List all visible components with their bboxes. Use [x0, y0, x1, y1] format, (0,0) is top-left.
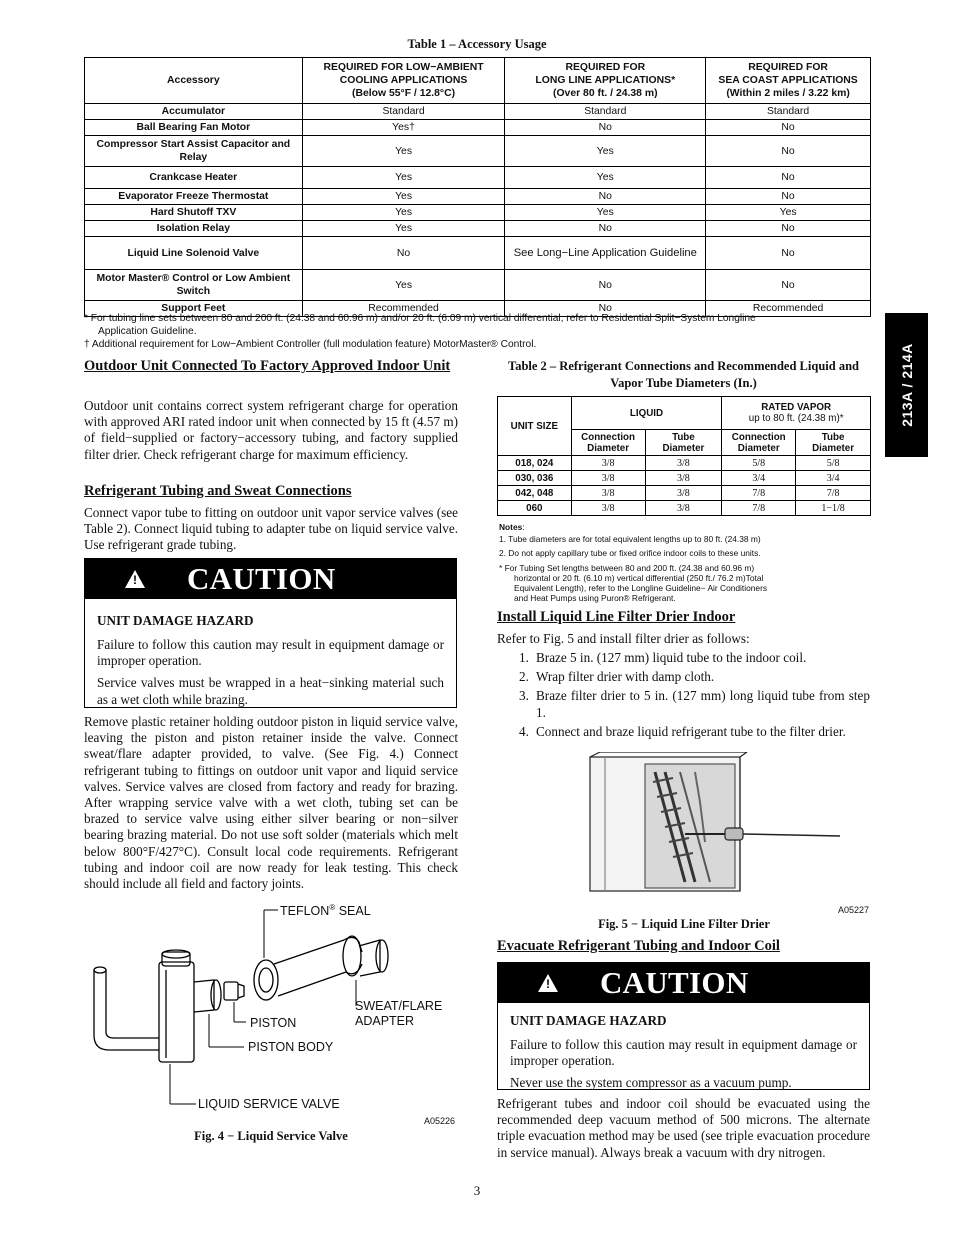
table-cell: No — [706, 270, 871, 301]
table-cell: Yes — [302, 270, 505, 301]
table-cell: 7/8 — [796, 486, 871, 501]
table-row — [85, 221, 871, 237]
list-item: 2. Wrap filter drier with damp cloth. — [519, 669, 715, 685]
row-label: Evaporator Freeze Thermostat — [85, 189, 303, 205]
table-cell: No — [706, 120, 871, 136]
callout-sweat-flare-adapter: SWEAT/FLARE ADAPTER — [355, 999, 443, 1028]
paragraph-refrigerant-tubing: Connect vapor tube to fitting on outdoor unit vapor service valves (see Table 2). Connect liquid tubing to adapter tube on liquid service valve. Use refrigerant grade tubing. — [84, 505, 458, 553]
section-heading-refrigerant-tubing: Refrigerant Tubing and Sweat Connections — [84, 483, 352, 499]
table-row — [498, 486, 871, 501]
table-cell: See Long−Line Application Guideline — [505, 237, 706, 270]
table-cell: Yes — [302, 221, 505, 237]
table1-footnote-asterisk: * For tubing line sets between 80 and 200 ft. (24.38 and 60.96 m) and/or 20 ft. (6.09 m) vertical differential, refer to Residential Split−System Longline Application Guideline. — [84, 313, 756, 337]
table-cell: 7/8 — [722, 501, 796, 516]
table-cell: 1−1/8 — [796, 501, 871, 516]
table-cell: 5/8 — [722, 456, 796, 471]
callout-piston-body: PISTON BODY — [248, 1040, 334, 1054]
caution-title: CAUTION — [600, 965, 749, 1000]
column-header: UNIT SIZE — [498, 397, 572, 456]
table-cell: Yes† — [302, 120, 505, 136]
column-header: Tube Diameter — [645, 430, 722, 456]
section-heading-evacuate: Evacuate Refrigerant Tubing and Indoor Coil — [497, 938, 780, 954]
table-cell: Yes — [505, 205, 706, 221]
table1-caption: Table 1 – Accessory Usage — [407, 37, 547, 51]
paragraph-evacuate: Refrigerant tubes and indoor coil should be evacuated using the recommended deep vacuum method of 500 microns. The alternate triple evacuation method may be used (see triple evacuation procedure in service manual). Always break a vacuum with dry nitrogen. — [497, 1096, 870, 1160]
accessory-usage-table — [84, 57, 871, 317]
table-cell: No — [706, 189, 871, 205]
table-cell: 3/8 — [571, 456, 645, 471]
row-label: Accumulator — [85, 104, 303, 120]
side-tab-label: 213A / 214A — [898, 343, 915, 427]
table-cell: 5/8 — [796, 456, 871, 471]
table-cell: 3/8 — [645, 486, 722, 501]
table-cell: No — [505, 301, 706, 317]
list-item: 1. Braze 5 in. (127 mm) liquid tube to the indoor coil. — [519, 650, 807, 665]
caution-text: Never use the system compressor as a vacuum pump. — [510, 1075, 792, 1091]
table-cell: Standard — [302, 104, 505, 120]
caution-text: Failure to follow this caution may result in equipment damage or improper operation. — [97, 637, 444, 669]
table-cell: 3/8 — [571, 501, 645, 516]
filter-drier-illustration — [585, 752, 845, 896]
table-cell: No — [505, 270, 706, 301]
table-cell: 3/8 — [571, 471, 645, 486]
table-row — [498, 471, 871, 486]
column-header: LIQUID — [571, 397, 722, 430]
table-cell: No — [302, 237, 505, 270]
caution-box-vacuum-pump — [497, 962, 870, 1090]
table-row — [85, 189, 871, 205]
column-header: REQUIRED FOR LONG LINE APPLICATIONS* (Over 80 ft. / 24.38 m) — [505, 58, 706, 104]
column-header: Tube Diameter — [796, 430, 871, 456]
table-cell: Yes — [505, 136, 706, 167]
callout-piston: PISTON — [250, 1016, 297, 1030]
row-label: 060 — [498, 501, 572, 516]
section-heading-filter-drier: Install Liquid Line Filter Drier Indoor — [497, 609, 736, 625]
paragraph-brazing: Remove plastic retainer holding outdoor piston in liquid service valve, leaving the piston and piston retainer inside the valve. Connect sweat/flare adapter provided, to valve. (See Fig. 4.) Connect refrigerant tubing to fittings on outdoor unit vapor and liquid service valves. Service valves are closed from factory and ready for brazing. After wrapping service valve with a wet cloth, tubing set can be brazed to service valve using either silver bearing or non−silver bearing brazing material. Do not use soft solder (materials which melt below 800°F/427°C). Consult local code requirements. Refrigerant tubing and indoor coil are now ready for leak testing. This check should include all field and factory joints. — [84, 714, 458, 892]
caution-text: Service valves must be wrapped in a heat−sinking material such as a wet cloth while brazing. — [97, 675, 444, 707]
caution-hazard: UNIT DAMAGE HAZARD — [510, 1013, 667, 1028]
row-label: Ball Bearing Fan Motor — [85, 120, 303, 136]
filter-drier-steps — [497, 650, 870, 743]
caution-header — [85, 559, 456, 599]
table-cell: Yes — [505, 167, 706, 189]
column-header: Connection Diameter — [571, 430, 645, 456]
table-row — [85, 120, 871, 136]
caution-title: CAUTION — [187, 561, 336, 596]
table-cell: Standard — [505, 104, 706, 120]
row-label: 030, 036 — [498, 471, 572, 486]
table-cell: 3/8 — [645, 471, 722, 486]
caution-text: Failure to follow this caution may result in equipment damage or improper operation. — [510, 1037, 857, 1069]
figure5-caption: Fig. 5 − Liquid Line Filter Drier — [598, 917, 770, 931]
row-label: Motor Master® Control or Low Ambient Switch — [85, 270, 303, 301]
table-cell: 3/8 — [645, 501, 722, 516]
table-cell: No — [706, 167, 871, 189]
table-cell: Yes — [302, 136, 505, 167]
table2-notes: Notes: 1. Tube diameters are for total equivalent lengths up to 80 ft. (24.38 m) 2. Do not apply capillary tube or fixed orifice indoor coils to these units. * For Tubing Set lengths between 80 and 200 ft. (24.38 and 60.96 m) horizontal or 20 ft. (6.10 m) vertical differential (250 ft./ 76.2 m)Total Equivalent Length), refer to the Longline Guideline− Air Conditioners and Heat Pumps using Puron® Refrigerant. — [499, 522, 768, 604]
list-item: 4. Connect and braze liquid refrigerant tube to the filter drier. — [519, 723, 846, 739]
page-number: 3 — [473, 1183, 481, 1198]
table1-footnote-dagger: † Additional requirement for Low−Ambient Controller (full modulation feature) MotorMaster® Control. — [84, 339, 537, 350]
table-row — [85, 136, 871, 167]
table-row — [498, 501, 871, 516]
paragraph-outdoor-unit: Outdoor unit contains correct system refrigerant charge for operation with approved ARI rated indoor unit when connected by 15 ft (4.57 m) of field−supplied or factory−accessory tubing, and factory supplied filter drier. Check refrigerant charge for maximum efficiency. — [84, 398, 458, 462]
table-row — [85, 237, 871, 270]
table-cell: Yes — [706, 205, 871, 221]
row-label: Support Feet — [85, 301, 303, 317]
callout-liquid-service-valve: LIQUID SERVICE VALVE — [198, 1097, 340, 1111]
column-header: RATED VAPOR up to 80 ft. (24.38 m)* — [722, 397, 871, 430]
row-label: Isolation Relay — [85, 221, 303, 237]
elbow-tube-inner — [106, 970, 159, 1038]
row-label: 042, 048 — [498, 486, 572, 501]
table-cell: No — [505, 189, 706, 205]
table-row — [85, 104, 871, 120]
table-cell: Yes — [302, 167, 505, 189]
table-cell: 3/4 — [796, 471, 871, 486]
caution-box-service-valves — [84, 558, 457, 708]
figure-code: A05227 — [838, 905, 870, 915]
table-cell: No — [706, 221, 871, 237]
row-label: Crankcase Heater — [85, 167, 303, 189]
row-label: 018, 024 — [498, 456, 572, 471]
table-header-row — [85, 58, 871, 104]
side-tab — [885, 313, 928, 457]
column-header: REQUIRED FOR LOW−AMBIENT COOLING APPLICATIONS (Below 55°F / 12.8°C) — [302, 58, 505, 104]
caution-hazard: UNIT DAMAGE HAZARD — [97, 613, 254, 628]
caution-header — [498, 963, 869, 1003]
table2-caption: Table 2 – Refrigerant Connections and Recommended Liquid and Vapor Tube Diameters (In.) — [508, 359, 859, 390]
section-heading-outdoor-unit: Outdoor Unit Connected To Factory Approved Indoor Unit — [84, 358, 451, 374]
table-cell: Recommended — [302, 301, 505, 317]
table-cell: 3/8 — [645, 456, 722, 471]
table-cell: No — [706, 237, 871, 270]
row-label: Hard Shutoff TXV — [85, 205, 303, 221]
column-header: Connection Diameter — [722, 430, 796, 456]
refrigerant-connections-table — [497, 396, 871, 516]
figure4-caption: Fig. 4 − Liquid Service Valve — [194, 1129, 348, 1143]
row-label: Compressor Start Assist Capacitor and Relay — [85, 136, 303, 167]
table-cell: 7/8 — [722, 486, 796, 501]
list-item: 3. Braze filter drier to 5 in. (127 mm) long liquid tube from step 1. — [519, 688, 870, 720]
table-cell: Standard — [706, 104, 871, 120]
warning-triangle-icon: ! — [538, 974, 558, 992]
table-cell: 3/8 — [571, 486, 645, 501]
column-header: REQUIRED FOR SEA COAST APPLICATIONS (Within 2 miles / 3.22 km) — [706, 58, 871, 104]
table-cell: Yes — [302, 205, 505, 221]
table-row — [85, 205, 871, 221]
paragraph-filter-drier-intro: Refer to Fig. 5 and install filter drier as follows: — [497, 631, 750, 646]
row-label: Liquid Line Solenoid Valve — [85, 237, 303, 270]
table-cell: Yes — [302, 189, 505, 205]
table-cell: No — [505, 120, 706, 136]
table-cell: No — [706, 136, 871, 167]
table-row — [498, 456, 871, 471]
table-cell: No — [505, 221, 706, 237]
table-row — [85, 167, 871, 189]
warning-triangle-icon: ! — [125, 570, 145, 588]
figure-code: A05226 — [424, 1116, 456, 1126]
table-cell: 3/4 — [722, 471, 796, 486]
callout-teflon-seal: TEFLON® SEAL — [280, 903, 371, 919]
column-header: Accessory — [85, 58, 303, 104]
table-cell: Recommended — [706, 301, 871, 317]
table-row — [85, 270, 871, 301]
